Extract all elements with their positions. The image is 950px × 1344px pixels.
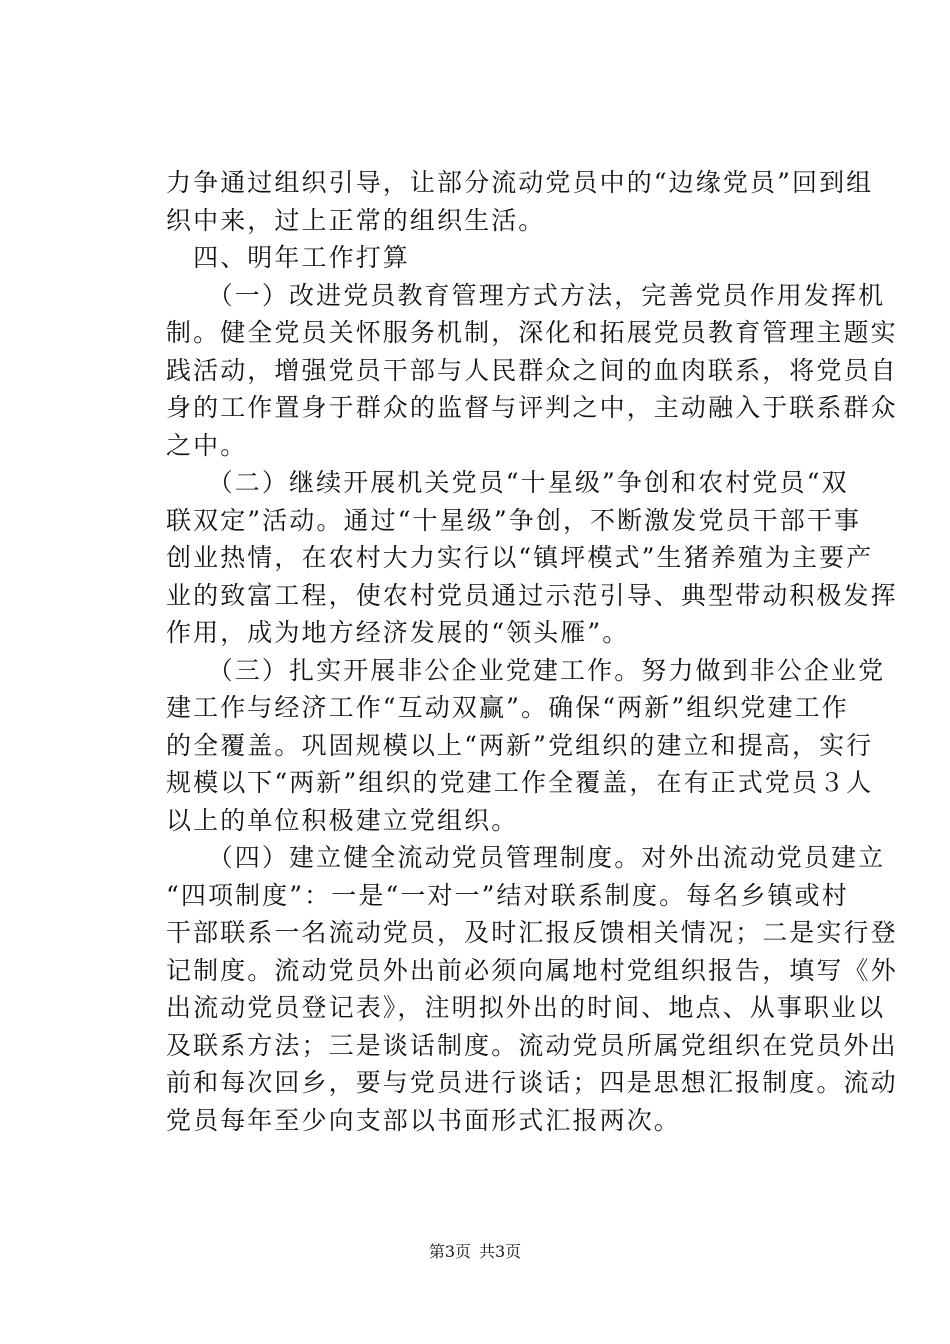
text-line: （四）建立健全流动党员管理制度。对外出流动党员建立: [166, 843, 886, 872]
section-heading: 四、明年工作打算: [166, 243, 410, 272]
text-line: 出流动党员登记表》，注明拟外出的时间、地点、从事职业以: [166, 993, 886, 1022]
text-line: 及联系方法；三是谈话制度。流动党员所属党组织在党员外出: [166, 1030, 898, 1060]
text-line: 规模以下“两新”组织的党建工作全覆盖，在有正式党员３人: [166, 768, 874, 797]
text-line: 记制度。流动党员外出前必须向属地村党组织报告，填写《外: [166, 955, 898, 985]
text-line: （一）改进党员教育管理方式方法，完善党员作用发挥机: [166, 280, 886, 310]
text-line: 织中来，过上正常的组织生活。: [166, 205, 546, 235]
page-total: 共3页: [479, 1242, 522, 1261]
text-line: 建工作与经济工作“互动双赢”。确保“两新”组织党建工作: [166, 693, 849, 722]
text-line: “四项制度”：一是“一对一”结对联系制度。每名乡镇或村: [166, 880, 849, 910]
text-line: 前和每次回乡，要与党员进行谈话；四是思想汇报制度。流动: [166, 1068, 898, 1097]
document-body: [166, 164, 898, 1139]
text-line: 党员每年至少向支部以书面形式汇报两次。: [166, 1105, 681, 1135]
text-line: 以上的单位积极建立党组织。: [166, 805, 519, 835]
text-line: 身的工作置身于群众的监督与评判之中，主动融入于联系群众: [166, 393, 898, 422]
text-line: 联双定”活动。通过“十星级”争创，不断激发党员干部干事: [166, 505, 862, 535]
text-line: 作用，成为地方经济发展的“领头雁”。: [166, 618, 630, 647]
text-line: （二）继续开展机关党员“十星级”争创和农村党员“双: [166, 468, 849, 497]
text-line: 业的致富工程，使农村党员通过示范引导、典型带动积极发挥: [166, 580, 898, 610]
text-line: 干部联系一名流动党员，及时汇报反馈相关情况；二是实行登: [166, 918, 898, 947]
text-line: 践活动，增强党员干部与人民群众之间的血肉联系，将党员自: [166, 355, 898, 385]
text-line: （三）扎实开展非公企业党建工作。努力做到非公企业党: [166, 655, 886, 685]
text-line: 制。健全党员关怀服务机制，深化和拓展党员教育管理主题实: [166, 318, 898, 347]
text-line: 的全覆盖。巩固规模以上“两新”党组织的建立和提高，实行: [166, 730, 874, 760]
text-line: 力争通过组织引导，让部分流动党员中的“边缘党员”回到组: [166, 168, 874, 197]
page-footer: [0, 1241, 950, 1263]
text-line: 创业热情，在农村大力实行以“镇坪模式”生猪养殖为主要产: [166, 543, 874, 572]
text-line: 之中。: [166, 430, 248, 460]
page-number: 第3页: [428, 1242, 471, 1261]
